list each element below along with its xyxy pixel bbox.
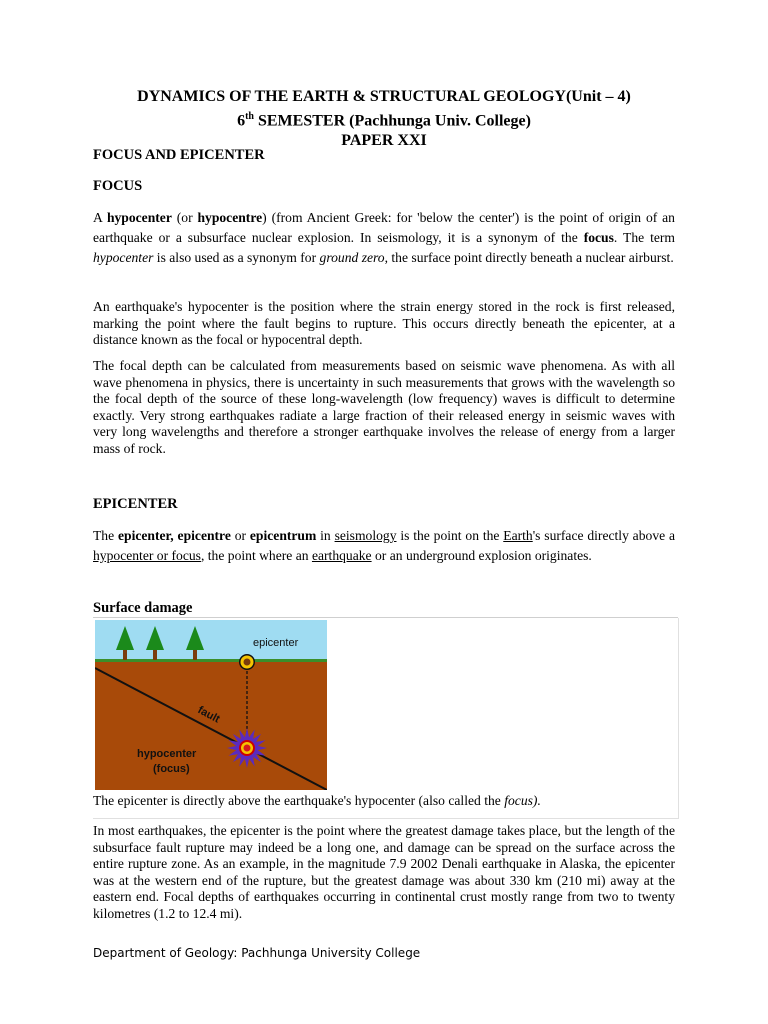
- text: (or: [171, 210, 198, 225]
- title-line-1: DYNAMICS OF THE EARTH & STRUCTURAL GEOLOGY(Unit – 4): [137, 88, 631, 105]
- focus-label: (focus): [153, 763, 190, 775]
- heading-focus: FOCUS: [93, 178, 143, 194]
- epicenter-marker-icon: [239, 654, 255, 670]
- page-footer: Department of Geology: Pachhunga University College: [93, 946, 421, 960]
- semester-text: SEMESTER (Pachhunga Univ. College): [253, 112, 531, 130]
- term-hypocentre: hypocentre: [197, 210, 263, 225]
- text: ) (from Ancient Greek: for 'below the center') is the point of origin of an earthquake or a subsurface nuclear explosion. In seismology, it is a synonym of the: [93, 210, 675, 245]
- paragraph-strain-energy: An earthquake's hypocenter is the position where the strain energy stored in the rock is first released, marking the point where the fault begins to rupture. This occurs directly beneath the epicenter, at a distance known as the focal or hypocentral depth.: [93, 299, 675, 347]
- ground: [95, 660, 327, 790]
- fault-label: fault: [195, 704, 222, 726]
- paragraph-epicenter: [93, 526, 675, 566]
- text: , the point where an: [200, 548, 312, 563]
- italic-ground-zero: ground zero: [319, 250, 385, 265]
- burst-center: [244, 745, 251, 752]
- text: The: [93, 528, 118, 543]
- title-line-2: [0, 107, 768, 131]
- text: in: [316, 528, 335, 543]
- hypocenter-label: hypocenter: [137, 748, 197, 760]
- link-earth[interactable]: Earth: [503, 528, 533, 543]
- title-line-3: PAPER XXI: [341, 132, 427, 150]
- document-title: [0, 87, 768, 151]
- text: is also used as a synonym for: [153, 250, 320, 265]
- italic-hypocenter: hypocenter: [93, 250, 154, 265]
- paragraph-focal-depth: The focal depth can be calculated from measurements based on seismic wave phenomena. As with all wave phenomena in physics, there is uncertainty in such measurements that grows with the wavelength so the focal depth of the source of these long-wavelength (low frequency) waves is difficult to determine exactly. Very strong earthquakes radiate a large fraction of their released energy in seismic waves with very long wavelengths and therefore a stronger earthquake involves the release of energy from a larger mass of rock.: [93, 358, 675, 456]
- caption-italic: focus).: [504, 793, 541, 808]
- link-earthquake[interactable]: earthquake: [311, 548, 372, 563]
- heading-epicenter: EPICENTER: [93, 496, 178, 512]
- hypocenter-burst-icon: [227, 728, 267, 768]
- epicenter-label: epicenter: [253, 637, 299, 649]
- link-seismology[interactable]: seismology: [334, 528, 397, 543]
- text: . The term: [613, 230, 675, 245]
- text: 's surface directly above a: [532, 528, 676, 543]
- term-epicenter: epicenter, epicentre: [117, 528, 231, 543]
- text: or: [230, 528, 250, 543]
- term-focus: focus: [583, 230, 614, 245]
- semester-suffix: th: [245, 111, 254, 122]
- semester-number: 6: [237, 112, 246, 130]
- heading-surface-damage: Surface damage: [93, 600, 193, 616]
- epicenter-diagram: [95, 620, 327, 790]
- text: or an underground explosion originates.: [371, 548, 592, 563]
- paragraph-damage: In most earthquakes, the epicenter is the point where the greatest damage takes place, but the length of the subsurface fault rupture may indeed be a long one, and damage can be spread on the surface across the entire rupture zone. As an example, in the magnitude 7.9 2002 Denali earthquake in Alaska, the epicenter was at the western end of the rupture, but the greatest damage was about 330 km (210 mi) away at the eastern end. Focal depths of earthquakes occurring in continental crust mostly range from two to twenty kilometres (1.2 to 12.4 mi).: [93, 823, 675, 921]
- heading-focus-and-epicenter: FOCUS AND EPICENTER: [93, 147, 265, 163]
- caption-text: The epicenter is directly above the earthquake's hypocenter (also called the: [93, 793, 505, 808]
- text: is the point on the: [396, 528, 504, 543]
- paragraph-hypocenter: [93, 208, 675, 268]
- text: A: [93, 210, 107, 225]
- grass-line: [95, 659, 327, 662]
- link-hypocenter-or-focus[interactable]: hypocenter or focus: [93, 548, 201, 563]
- text: , the surface point directly beneath a nuclear airburst.: [384, 250, 674, 265]
- term-hypocenter: hypocenter: [106, 210, 172, 225]
- figure-caption: [93, 793, 541, 809]
- term-epicentrum: epicentrum: [249, 528, 317, 543]
